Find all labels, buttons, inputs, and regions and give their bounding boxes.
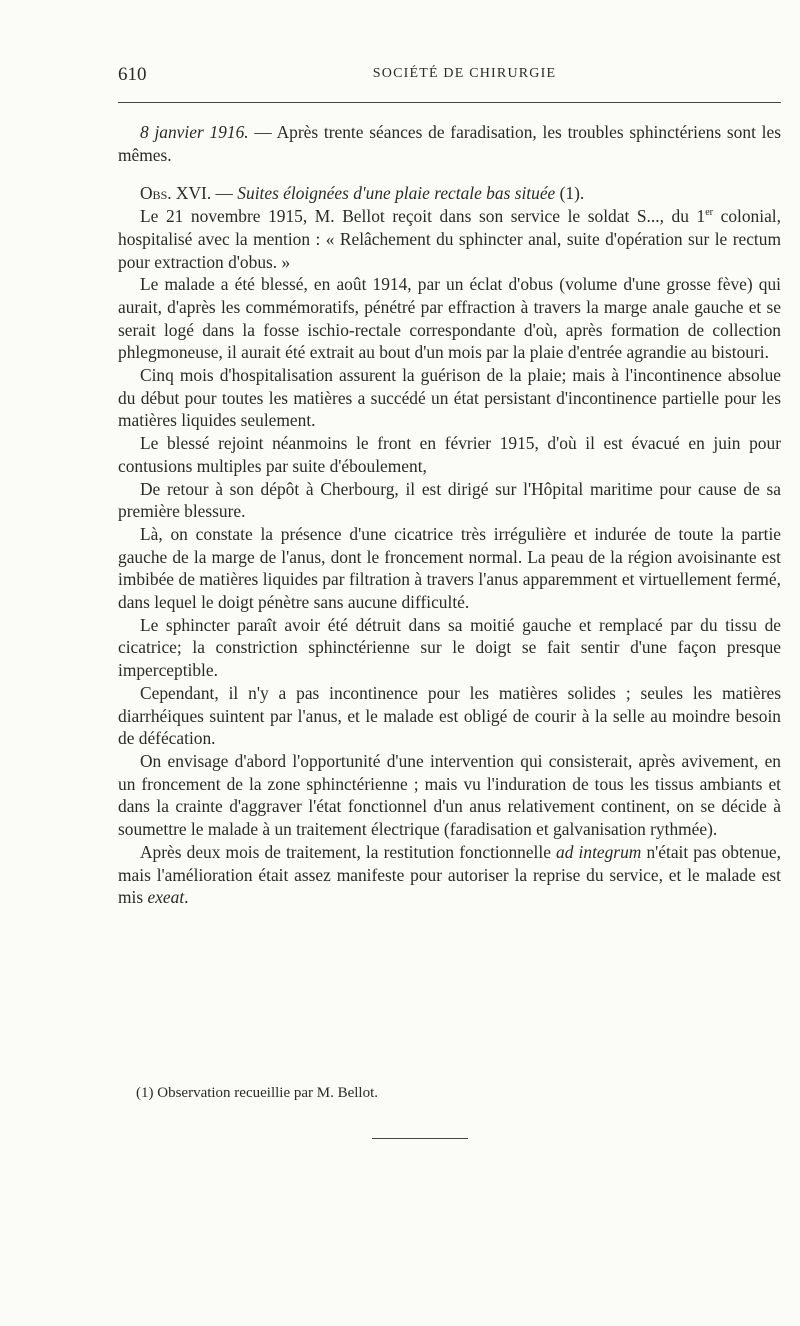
body-text [118, 121, 781, 909]
paragraph: Le blessé rejoint néanmoins le front en février 1915, d'où il est évacué en juin pour contusions multiples par suite d'éboulement, [118, 433, 781, 476]
paragraph: Le 21 novembre 1915, M. Bellot reçoit dans son service le soldat S..., du 1er colonial, hospitalisé avec la mention : « Relâchement du sphincter anal, suite d'opération sur le rectum pour extraction d'obus. » [118, 206, 781, 272]
paragraph: Après deux mois de traitement, la restitution fonctionnelle ad integrum n'était pas obtenue, mais l'amélioration était assez manifeste pour autoriser la reprise du service, et le malade est mis exeat. [118, 841, 781, 908]
header-rule [118, 102, 781, 103]
paragraph: On envisage d'abord l'opportunité d'une intervention qui consisterait, après avivement, en un froncement de la zone sphinctérienne ; mais vu l'induration de tous les tissus ambiants et dans la crainte d'aggraver l'état fonctionnel d'un anus relativement continent, on se décide à soumettre le malade à un traitement électrique (faradisation et galvanisation rythmée). [118, 750, 781, 840]
paragraph: Cependant, il n'y a pas incontinence pour les matières solides ; seules les matières diarrhéiques suintent par l'anus, et le malade est obligé de courir à la selle au moindre besoin de défécation. [118, 682, 781, 749]
paragraph: Cinq mois d'hospitalisation assurent la guérison de la plaie; mais à l'incontinence absolue du début pour toutes les matières a succédé un état persistant d'incontinence partielle pour les matières liquides seulement. [118, 365, 781, 431]
page-number: 610 [118, 64, 147, 85]
running-title: SOCIÉTÉ DE CHIRURGIE [372, 66, 557, 81]
page-header [118, 64, 781, 92]
date-text: 8 janvier 1916. [140, 122, 249, 142]
footnote-reference: (1). [555, 183, 585, 204]
observation-title: Suites éloignées d'une plaie rectale bas située [237, 183, 556, 204]
paragraph: De retour à son dépôt à Cherbourg, il est dirigé sur l'Hôpital maritime pour cause de sa première blessure. [118, 478, 781, 522]
paragraph: Le sphincter paraît avoir été détruit dans sa moitié gauche et remplacé par du tissu de cicatrice; la constriction sphinctérienne sur le doigt se fait sentir d'une façon presque imperceptible. [118, 614, 781, 681]
footnote: (1) Observation recueillie par M. Bellot. [136, 1085, 379, 1101]
end-rule [372, 1138, 468, 1139]
paragraph: Le malade a été blessé, en août 1914, par un éclat d'obus (volume d'une grosse fève) qui aurait, d'après les commémoratifs, pénétré par effraction à travers la marge anale gauche et se serait logé dans la fosse ischio-rectale correspondante d'où, après formation de collection phlegmoneuse, il aurait été extrait au bout d'un mois par la plaie d'entrée agrandie au bistouri. [118, 274, 781, 363]
observation-label: Obs. XVI. [140, 183, 212, 204]
observation-heading: Obs. XVI. — Suites éloignées d'une plaie rectale bas située (1). [140, 183, 585, 204]
paragraph: Là, on constate la présence d'une cicatrice très irrégulière et indurée de toute la partie gauche de la marge de l'anus, dont le froncement normal. La peau de la région avoisinante est imbibée de matières liquides par filtration à travers l'anus apparemment et virtuellement fermé, dans lequel le doigt pénètre sans aucune difficulté. [118, 523, 781, 613]
paragraph-date-entry: 8 janvier 1916. — Après trente séances de faradisation, les troubles sphinctériens sont les mêmes. [118, 122, 781, 165]
